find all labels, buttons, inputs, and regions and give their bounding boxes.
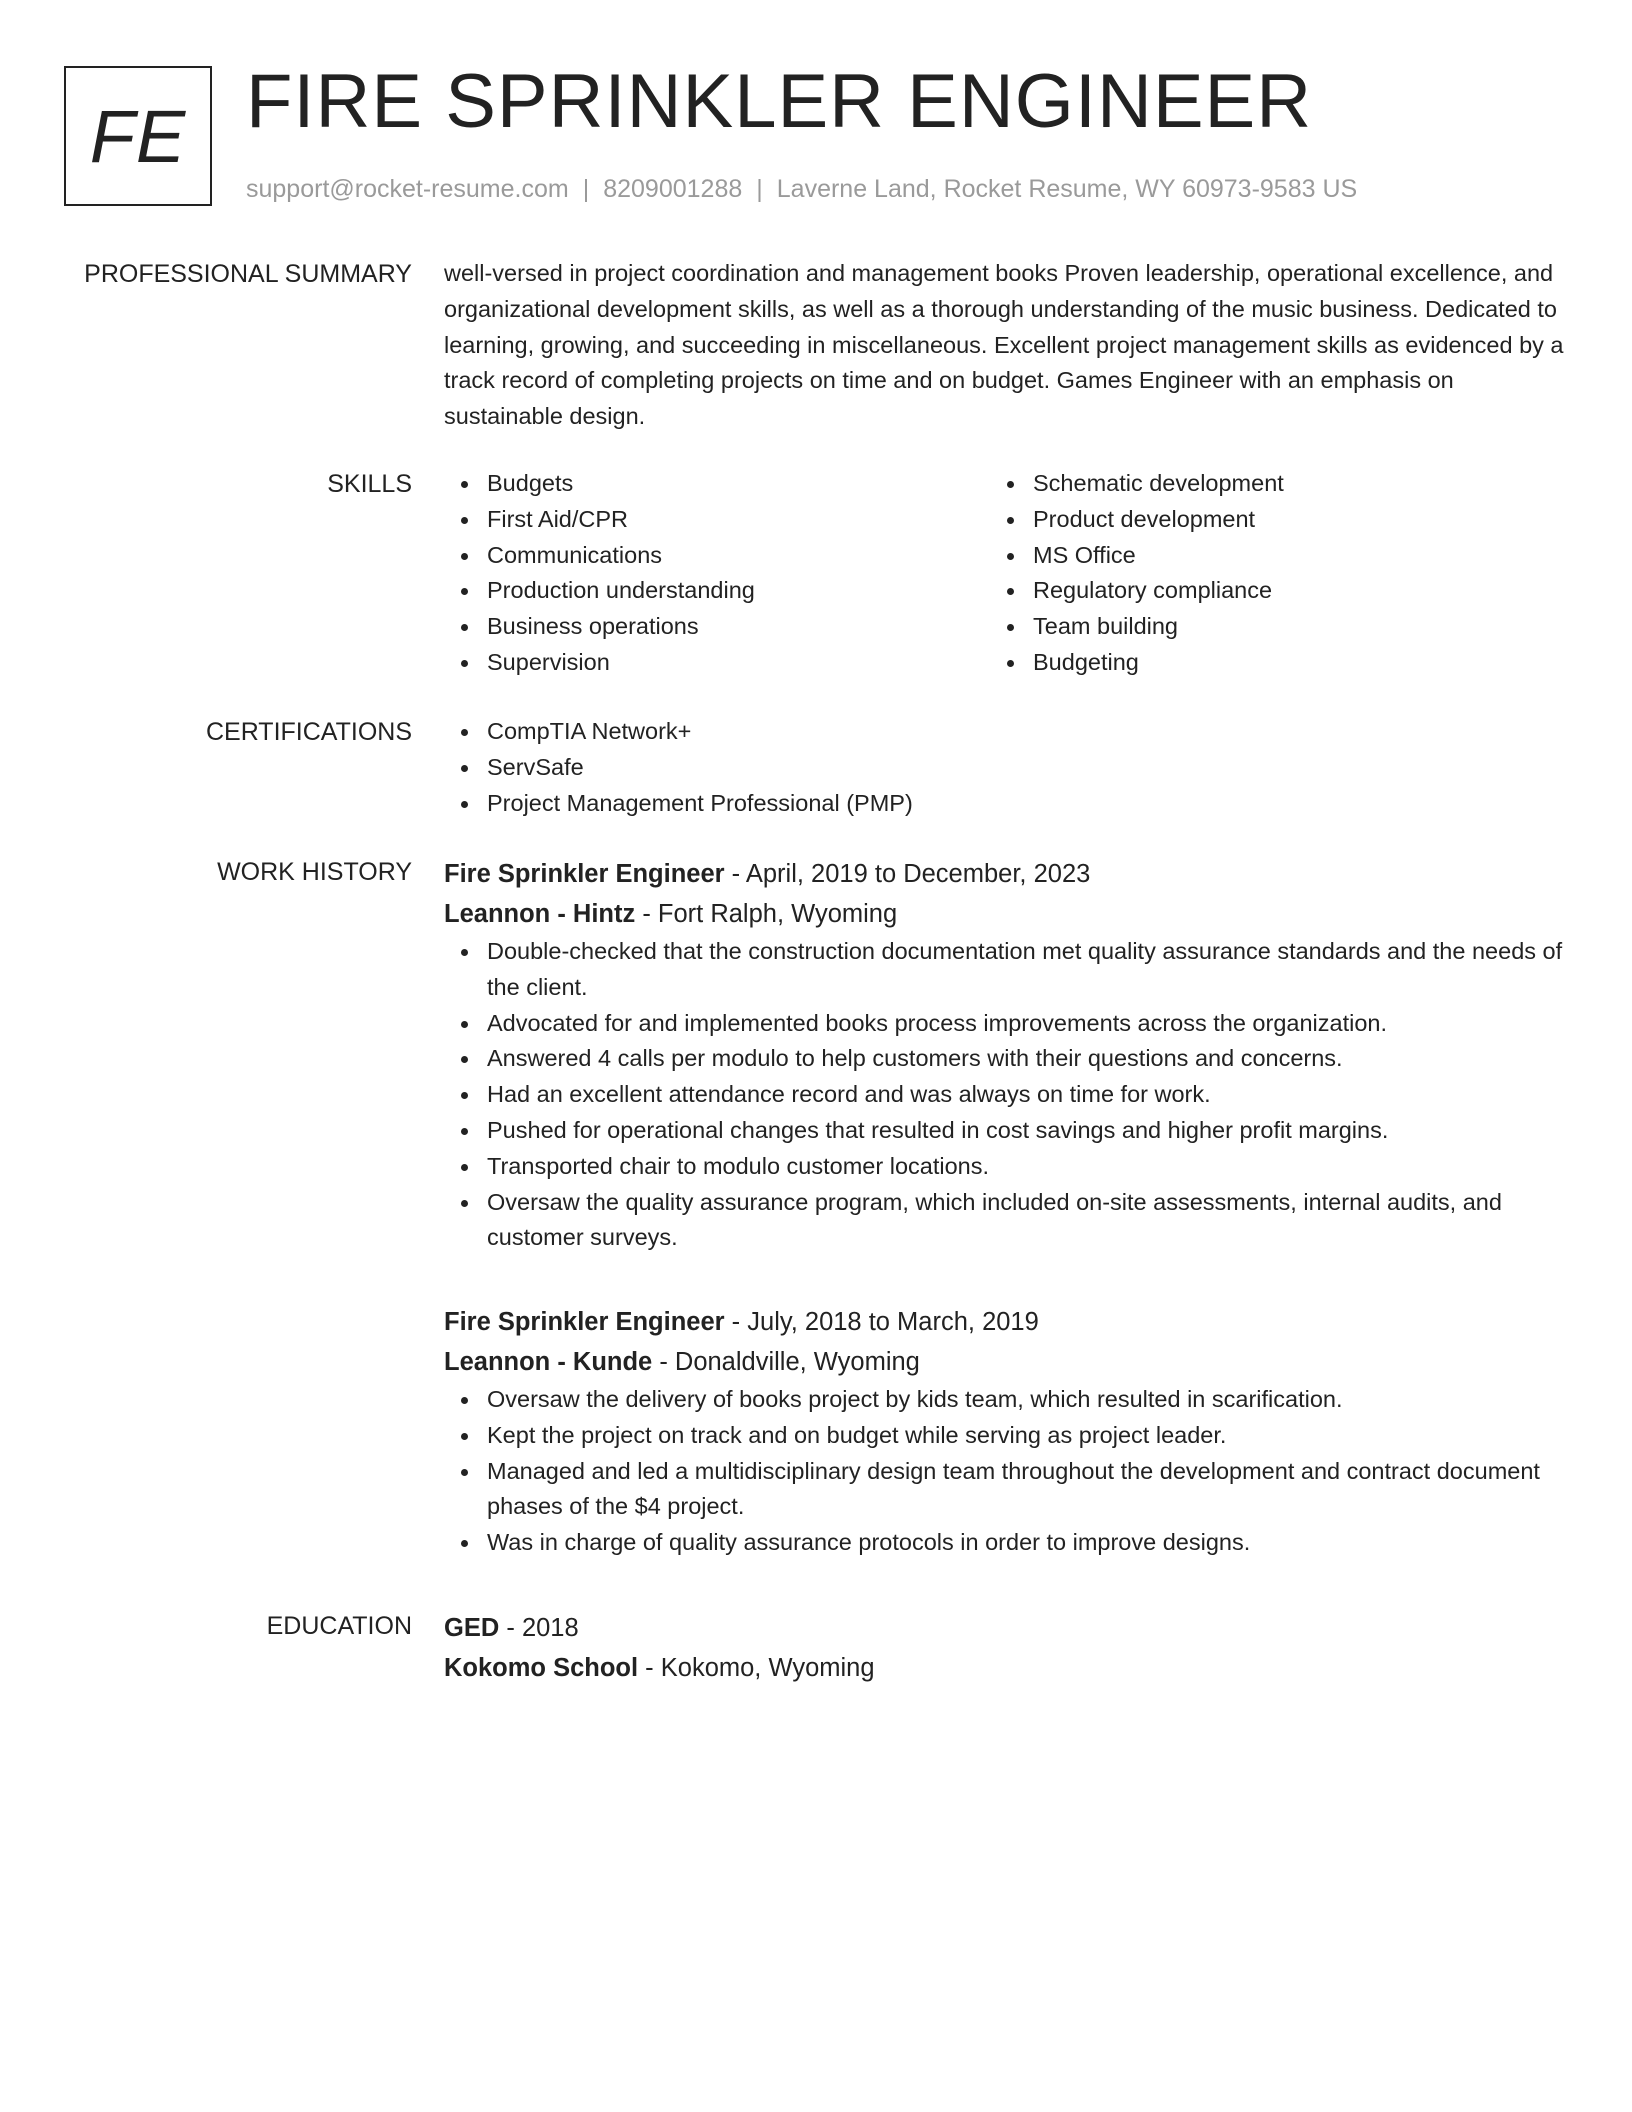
monogram-initials: FE <box>89 94 187 178</box>
job-duty: Double-checked that the construction documentation met quality assurance standards and the needs of the client. <box>444 934 1564 1006</box>
job-duty: Oversaw the quality assurance program, which included on-site assessments, internal audits, and customer surveys. <box>444 1185 1564 1257</box>
job-company: Leannon - Hintz <box>444 900 636 928</box>
job-duty: Managed and led a multidisciplinary design team throughout the development and contract document phases of the $4 project. <box>444 1454 1564 1526</box>
job-duty: Was in charge of quality assurance protocols in order to improve designs. <box>444 1525 1564 1561</box>
job-duty: Advocated for and implemented books process improvements across the organization. <box>444 1006 1564 1042</box>
job-entry <box>444 1302 1564 1561</box>
education-school: Kokomo School <box>444 1654 639 1682</box>
section-label: WORK HISTORY <box>217 858 412 886</box>
skill-item: Budgeting <box>990 645 1536 681</box>
education-location: Kokomo, Wyoming <box>660 1654 875 1682</box>
education-degree: GED <box>444 1614 500 1642</box>
section-label: PROFESSIONAL SUMMARY <box>84 260 412 288</box>
skill-item: Production understanding <box>444 573 990 609</box>
certification-item: ServSafe <box>444 750 1564 786</box>
job-company: Leannon - Kunde <box>444 1348 653 1376</box>
job-duty: Had an excellent attendance record and was always on time for work. <box>444 1077 1564 1113</box>
job-location: Donaldville, Wyoming <box>674 1348 920 1376</box>
job-title: Fire Sprinkler Engineer <box>444 860 725 888</box>
certification-item: Project Management Professional (PMP) <box>444 786 1564 822</box>
education-year: 2018 <box>521 1614 579 1642</box>
job-dates: July, 2018 to March, 2019 <box>747 1308 1039 1336</box>
monogram-box <box>64 66 212 206</box>
job-duty: Answered 4 calls per modulo to help customers with their questions and concerns. <box>444 1041 1564 1077</box>
job-title: Fire Sprinkler Engineer <box>444 1308 725 1336</box>
skill-item: Budgets <box>444 466 990 502</box>
skill-item: Supervision <box>444 645 990 681</box>
skill-item: Communications <box>444 538 990 574</box>
contact-separator: | <box>756 175 763 203</box>
contact-address: Laverne Land, Rocket Resume, WY 60973-9583 US <box>776 175 1358 203</box>
job-duty: Pushed for operational changes that resulted in cost savings and higher profit margins. <box>444 1113 1564 1149</box>
job-duties <box>444 934 1564 1256</box>
job-company-line: Leannon - Kunde - Donaldville, Wyoming <box>444 1348 920 1376</box>
skill-item: Product development <box>990 502 1536 538</box>
contact-separator: | <box>582 175 590 203</box>
section-label: EDUCATION <box>266 1612 412 1640</box>
summary-text: well-versed in project coordination and management books Proven leadership, operational excellence, and organizational development skills, as well as a thorough understanding of the music business. Dedicated to learning, growing, and succeeding in miscellaneous. Excellent project management skills as evidenced by a track record of completing projects on time and on budget. Games Engineer with an emphasis on sustainable design. <box>444 260 1564 430</box>
skills-list-right <box>990 466 1536 681</box>
education-school-line: Kokomo School - Kokomo, Wyoming <box>444 1654 875 1682</box>
skill-item: Team building <box>990 609 1536 645</box>
skill-item: First Aid/CPR <box>444 502 990 538</box>
job-duty: Transported chair to modulo customer locations. <box>444 1149 1564 1185</box>
job-title-line: Fire Sprinkler Engineer - April, 2019 to December, 2023 <box>444 860 1091 888</box>
certification-item: CompTIA Network+ <box>444 714 1564 750</box>
skill-item: Business operations <box>444 609 990 645</box>
job-duties <box>444 1382 1564 1561</box>
contact-email: support@rocket-resume.com <box>246 175 569 203</box>
job-duty: Kept the project on track and on budget while serving as project leader. <box>444 1418 1564 1454</box>
job-duty: Oversaw the delivery of books project by kids team, which resulted in scarification. <box>444 1382 1564 1418</box>
section-label: SKILLS <box>327 470 412 498</box>
resume-title: FIRE SPRINKLER ENGINEER <box>246 59 1313 144</box>
skill-item: Regulatory compliance <box>990 573 1536 609</box>
job-title-line: Fire Sprinkler Engineer - July, 2018 to March, 2019 <box>444 1308 1039 1336</box>
contact-line <box>246 174 1357 204</box>
education-degree-line: GED - 2018 <box>444 1614 579 1642</box>
job-entry <box>444 854 1564 1256</box>
skills-list-left <box>444 466 990 681</box>
job-dates: April, 2019 to December, 2023 <box>745 860 1091 888</box>
section-label: CERTIFICATIONS <box>205 718 412 746</box>
job-location: Fort Ralph, Wyoming <box>657 900 898 928</box>
contact-phone: 8209001288 <box>603 175 743 203</box>
certifications-list <box>444 714 1564 821</box>
skill-item: MS Office <box>990 538 1536 574</box>
job-company-line: Leannon - Hintz - Fort Ralph, Wyoming <box>444 900 898 928</box>
skill-item: Schematic development <box>990 466 1536 502</box>
